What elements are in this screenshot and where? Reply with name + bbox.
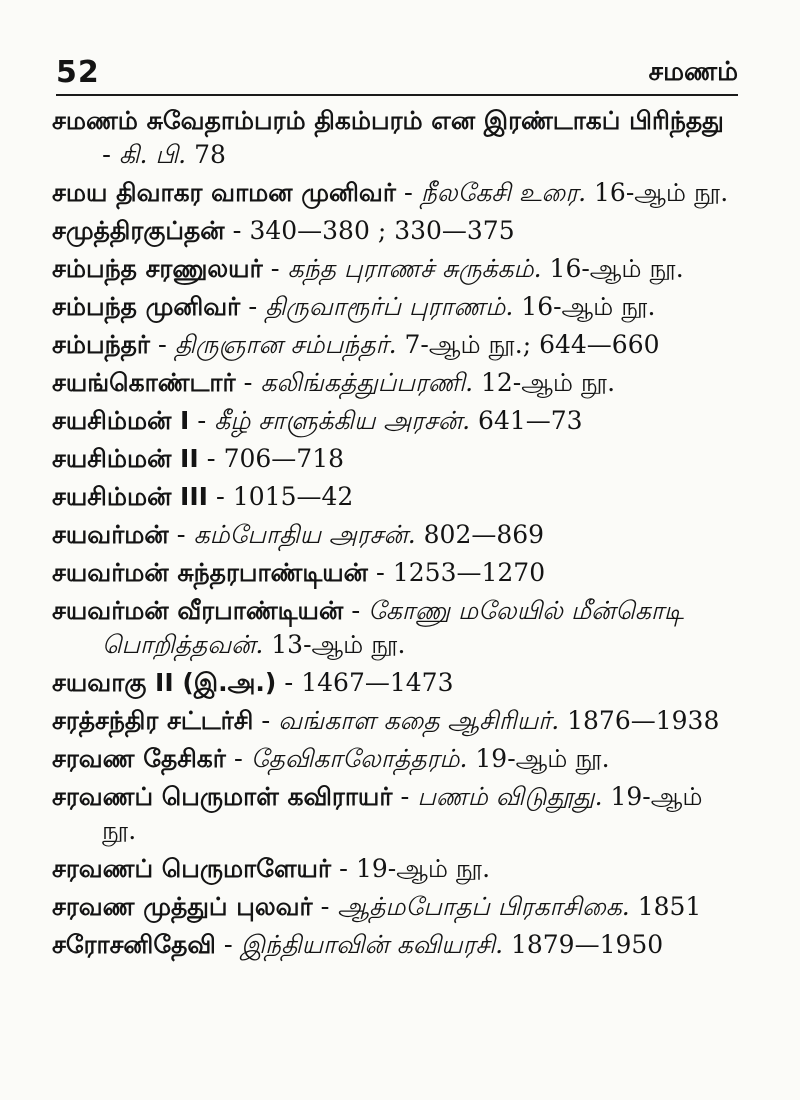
entry-term: சயசிம்மன் II <box>52 444 199 473</box>
entry-date: 16-ஆம் நூ. <box>594 178 729 207</box>
list-item <box>52 404 740 438</box>
entry-description: ஆத்மபோதப் பிரகாசிகை. <box>337 892 630 921</box>
entry-date: 19-ஆம் நூ. <box>102 782 703 845</box>
entry-date: 340—380 ; 330—375 <box>249 216 515 245</box>
entry-date: 1467—1473 <box>301 668 454 697</box>
separator: - <box>403 178 413 207</box>
list-item <box>52 704 740 738</box>
separator: - <box>206 444 216 473</box>
entry-term: சரவணப் பெருமாளேயர் <box>52 854 332 883</box>
page-header <box>56 44 738 90</box>
entry-term: சம்பந்த முனிவர் <box>52 292 241 321</box>
entry-term: சயவாகு II (இ.அ.) <box>52 668 277 697</box>
entry-list <box>52 104 740 966</box>
list-item <box>52 852 740 886</box>
list-item <box>52 290 740 324</box>
entry-date: 13-ஆம் நூ. <box>271 630 406 659</box>
separator: - <box>261 706 271 735</box>
entry-description: தேவிகாலோத்தரம். <box>250 744 468 773</box>
list-item <box>52 442 740 476</box>
entry-date: 7-ஆம் நூ.; 644—660 <box>404 330 660 359</box>
entry-description: திருவாரூர்ப் புராணம். <box>265 292 514 321</box>
entry-term: சரவண தேசிகர் <box>52 744 226 773</box>
entry-term: சயசிம்மன் I <box>52 406 190 435</box>
list-item <box>52 480 740 514</box>
entry-term: சமணம் சுவேதாம்பரம் திகம்பரம் என இரண்டாகப் பிரிந்தது <box>52 106 724 135</box>
entry-description: வங்காள கதை ஆசிரியர். <box>278 706 560 735</box>
separator: - <box>102 140 112 169</box>
entry-description: திருஞான சம்பந்தர். <box>174 330 397 359</box>
list-item <box>52 366 740 400</box>
entry-date: 706—718 <box>223 444 345 473</box>
separator: - <box>233 744 243 773</box>
separator: - <box>248 292 258 321</box>
entry-date: 1851 <box>637 892 702 921</box>
entry-term: சயங்கொண்டார் <box>52 368 236 397</box>
separator: - <box>197 406 207 435</box>
list-item <box>52 556 740 590</box>
entry-date: 1879—1950 <box>510 930 664 959</box>
list-item <box>52 176 740 210</box>
separator: - <box>375 558 385 587</box>
list-item <box>52 594 740 662</box>
entry-term: சரோசனிதேவி <box>52 930 216 959</box>
entry-term: சமய திவாகர வாமன முனிவர் <box>52 178 396 207</box>
entry-description: கோணு மலேயில் மீன்கொடி பொறித்தவன். <box>102 596 684 659</box>
list-item <box>52 214 740 248</box>
entry-date: 19-ஆம் நூ. <box>355 854 491 883</box>
separator: - <box>223 930 233 959</box>
entry-term: சயவர்மன் <box>52 520 169 549</box>
entry-date: 19-ஆம் நூ. <box>475 744 610 773</box>
list-item <box>52 890 740 924</box>
entry-description: பணம் விடுதூது. <box>417 782 603 811</box>
separator: - <box>284 668 294 697</box>
list-item <box>52 252 740 286</box>
entry-description: கந்த புராணச் சுருக்கம். <box>287 254 542 283</box>
separator: - <box>338 854 349 883</box>
list-item <box>52 742 740 776</box>
list-item <box>52 928 740 962</box>
separator: - <box>157 330 167 359</box>
entry-description: இந்தியாவின் கவியரசி. <box>240 930 504 959</box>
separator: - <box>400 782 410 811</box>
entry-term: சம்பந்த சரணுலயர் <box>52 254 263 283</box>
list-item <box>52 666 740 700</box>
entry-term: சரவண முத்துப் புலவர் <box>52 892 313 921</box>
entry-description: கி. பி. <box>118 140 187 169</box>
entry-description: கீழ் சாளுக்கிய அரசன். <box>214 406 471 435</box>
separator: - <box>270 254 280 283</box>
separator: - <box>351 596 361 625</box>
page-number: 52 <box>56 55 100 90</box>
entry-term: சரத்சந்திர சட்டர்சி <box>52 706 254 735</box>
list-item <box>52 518 740 552</box>
separator: - <box>215 482 225 511</box>
entry-date: 1253—1270 <box>392 558 546 587</box>
entry-description: கம்போதிய அரசன். <box>193 520 416 549</box>
entry-date: 78 <box>194 140 226 169</box>
entry-date: 12-ஆம் நூ. <box>480 368 616 397</box>
entry-term: சயசிம்மன் III <box>52 482 208 511</box>
separator: - <box>320 892 330 921</box>
separator: - <box>243 368 253 397</box>
entry-description: கலிங்கத்துப்பரணி. <box>260 368 474 397</box>
entry-date: 641—73 <box>478 406 583 435</box>
list-item <box>52 104 740 172</box>
header-rule <box>56 94 738 96</box>
separator: - <box>176 520 186 549</box>
entry-date: 16-ஆம் நூ. <box>549 254 684 283</box>
entry-term: சயவர்மன் சுந்தரபாண்டியன் <box>52 558 368 587</box>
entry-term: சயவர்மன் வீரபாண்டியன் <box>52 596 344 625</box>
list-item <box>52 328 740 362</box>
entry-date: 1015—42 <box>232 482 354 511</box>
entry-description: நீலகேசி உரை. <box>420 178 587 207</box>
entry-date: 802—869 <box>423 520 545 549</box>
entry-date: 1876—1938 <box>567 706 720 735</box>
entry-term: சமுத்திரகுப்தன் <box>52 216 225 245</box>
separator: - <box>232 216 242 245</box>
entry-term: சரவணப் பெருமாள் கவிராயர் <box>52 782 393 811</box>
running-head: சமணம் <box>648 57 738 87</box>
entry-date: 16-ஆம் நூ. <box>521 292 656 321</box>
entry-term: சம்பந்தர் <box>52 330 150 359</box>
list-item <box>52 780 740 848</box>
